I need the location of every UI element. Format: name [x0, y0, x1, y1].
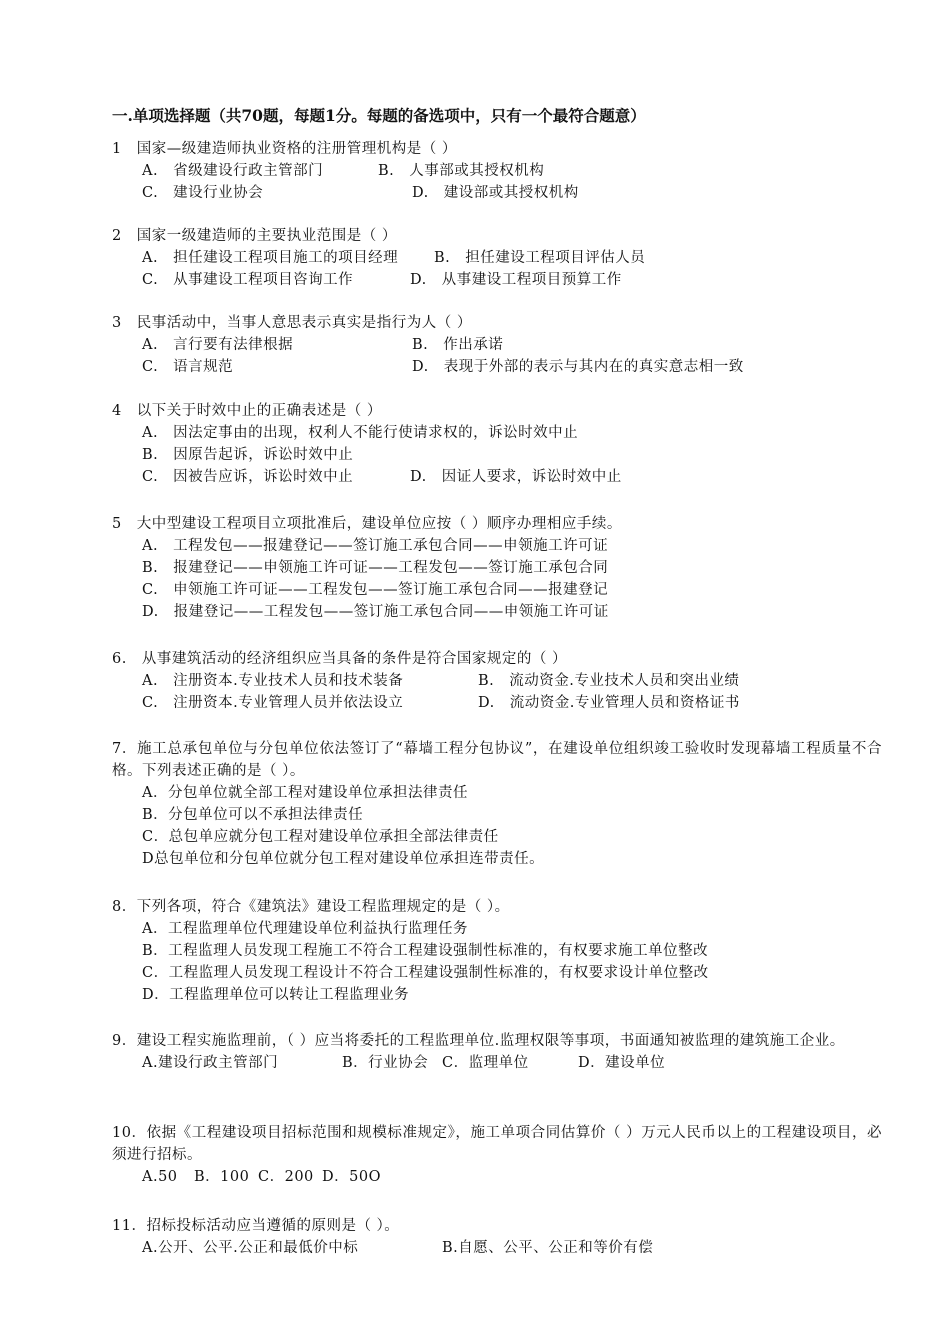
option-a: A.公开、公平.公正和最低价中标: [142, 1240, 359, 1256]
question-6: [112, 648, 882, 714]
question-8: [112, 896, 882, 1006]
option-b: B. 流动资金.专业技术人员和突出业绩: [478, 673, 740, 689]
question-5: [112, 513, 882, 623]
question-stem: 7．施工总承包单位与分包单位依法签订了“幕墙工程分包协议”，在建设单位组织竣工验收时发现幕墙工程质量不合格。下列表述正确的是（ ）。: [112, 741, 882, 779]
option-b: B. 报建登记——申领施工许可证——工程发包——签订施工承包合同: [142, 560, 609, 576]
option-a: A. 注册资本.专业技术人员和技术装备: [142, 673, 404, 689]
option-c: C．200: [258, 1169, 314, 1185]
option-a: A. 担任建设工程项目施工的项目经理: [142, 250, 399, 266]
question-11: [112, 1215, 882, 1259]
option-c: C. 语言规范: [142, 359, 234, 375]
option-d: D总包单位和分包单位就分包工程对建设单位承担连带责任。: [142, 851, 545, 867]
option-a: A. 工程发包——报建登记——签订施工承包合同——申领施工许可证: [142, 538, 609, 554]
option-b: B．工程监理人员发现工程施工不符合工程建设强制性标准的，有权要求施工单位整改: [142, 943, 709, 959]
option-c: C. 申领施工许可证——工程发包——签订施工承包合同——报建登记: [142, 582, 609, 598]
option-a: A. 因法定事由的出现，权利人不能行使请求权的，诉讼时效中止: [142, 425, 579, 441]
question-stem: 8．下列各项，符合《建筑法》建设工程监理规定的是（ ）。: [112, 899, 510, 915]
option-b: B. 因原告起诉，诉讼时效中止: [142, 447, 354, 463]
question-10: [112, 1122, 882, 1188]
option-b: B. 作出承诺: [412, 337, 504, 353]
question-stem: 9．建设工程实施监理前，（ ）应当将委托的工程监理单位.监理权限等事项，书面通知被监理的建筑施工企业。: [112, 1033, 845, 1049]
option-c: C. 建设行业协会: [142, 185, 264, 201]
option-d: D．50O: [322, 1169, 381, 1185]
option-c: C. 注册资本.专业管理人员并依法设立: [142, 695, 404, 711]
option-c: C. 从事建设工程项目咨询工作: [142, 272, 354, 288]
option-d: D. 报建登记——工程发包——签订施工承包合同——申领施工许可证: [142, 604, 609, 620]
option-b: B.自愿、公平、公正和等价有偿: [442, 1240, 654, 1256]
question-stem: 5 大中型建设工程项目立项批准后，建设单位应按（ ）顺序办理相应手续。: [112, 516, 622, 532]
option-a: A.50: [142, 1169, 178, 1185]
option-a: A．工程监理单位代理建设单位利益执行监理任务: [142, 921, 468, 937]
option-a: A. 省级建设行政主管部门: [142, 163, 324, 179]
question-stem: 11．招标投标活动应当遵循的原则是（ ）。: [112, 1218, 400, 1234]
question-stem: 10．依据《工程建设项目招标范围和规模标准规定》，施工单项合同估算价（ ）万元人民币以上的工程建设项目，必须进行招标。: [112, 1125, 882, 1163]
option-a: A．分包单位就全部工程对建设单位承担法律责任: [142, 785, 468, 801]
question-2: [112, 225, 882, 291]
option-d: D. 因证人要求，诉讼时效中止: [410, 469, 622, 485]
option-b: B. 担任建设工程项目评估人员: [434, 250, 646, 266]
section-title: 一.单项选择题（共70题，每题1分。每题的备选项中，只有一个最符合题意）: [112, 106, 646, 125]
question-stem: 2 国家一级建造师的主要执业范围是（ ）: [112, 228, 397, 244]
option-a: A. 言行要有法律根据: [142, 337, 294, 353]
option-d: D．建设单位: [578, 1055, 666, 1071]
option-d: D. 流动资金.专业管理人员和资格证书: [478, 695, 740, 711]
option-c: C．总包单应就分包工程对建设单位承担全部法律责任: [142, 829, 499, 845]
question-stem: 6. 从事建筑活动的经济组织应当具备的条件是符合国家规定的（ ）: [112, 651, 567, 667]
question-1: [112, 138, 882, 204]
option-b: B. 人事部或其授权机构: [378, 163, 545, 179]
option-c: C. 因被告应诉，诉讼时效中止: [142, 469, 354, 485]
question-7: [112, 738, 882, 870]
option-d: D. 表现于外部的表示与其内在的真实意志相一致: [412, 359, 744, 375]
option-d: D．工程监理单位可以转让工程监理业务: [142, 987, 410, 1003]
option-a: A.建设行政主管部门: [142, 1055, 279, 1071]
option-c: C．监理单位: [442, 1055, 529, 1071]
question-stem: 4 以下关于时效中止的正确表述是（ ）: [112, 403, 382, 419]
question-3: [112, 312, 882, 378]
option-d: D. 建设部或其授权机构: [412, 185, 579, 201]
option-c: C．工程监理人员发现工程设计不符合工程建设强制性标准的，有权要求设计单位整改: [142, 965, 709, 981]
option-d: D. 从事建设工程项目预算工作: [410, 272, 622, 288]
question-9: [112, 1030, 882, 1074]
question-4: [112, 400, 882, 488]
question-stem: 1 国家—级建造师执业资格的注册管理机构是（ ）: [112, 141, 457, 157]
option-b: B．行业协会: [342, 1055, 429, 1071]
option-b: B．分包单位可以不承担法律责任: [142, 807, 364, 823]
question-stem: 3 民事活动中，当事人意思表示真实是指行为人（ ）: [112, 315, 472, 331]
option-b: B．100: [194, 1169, 250, 1185]
